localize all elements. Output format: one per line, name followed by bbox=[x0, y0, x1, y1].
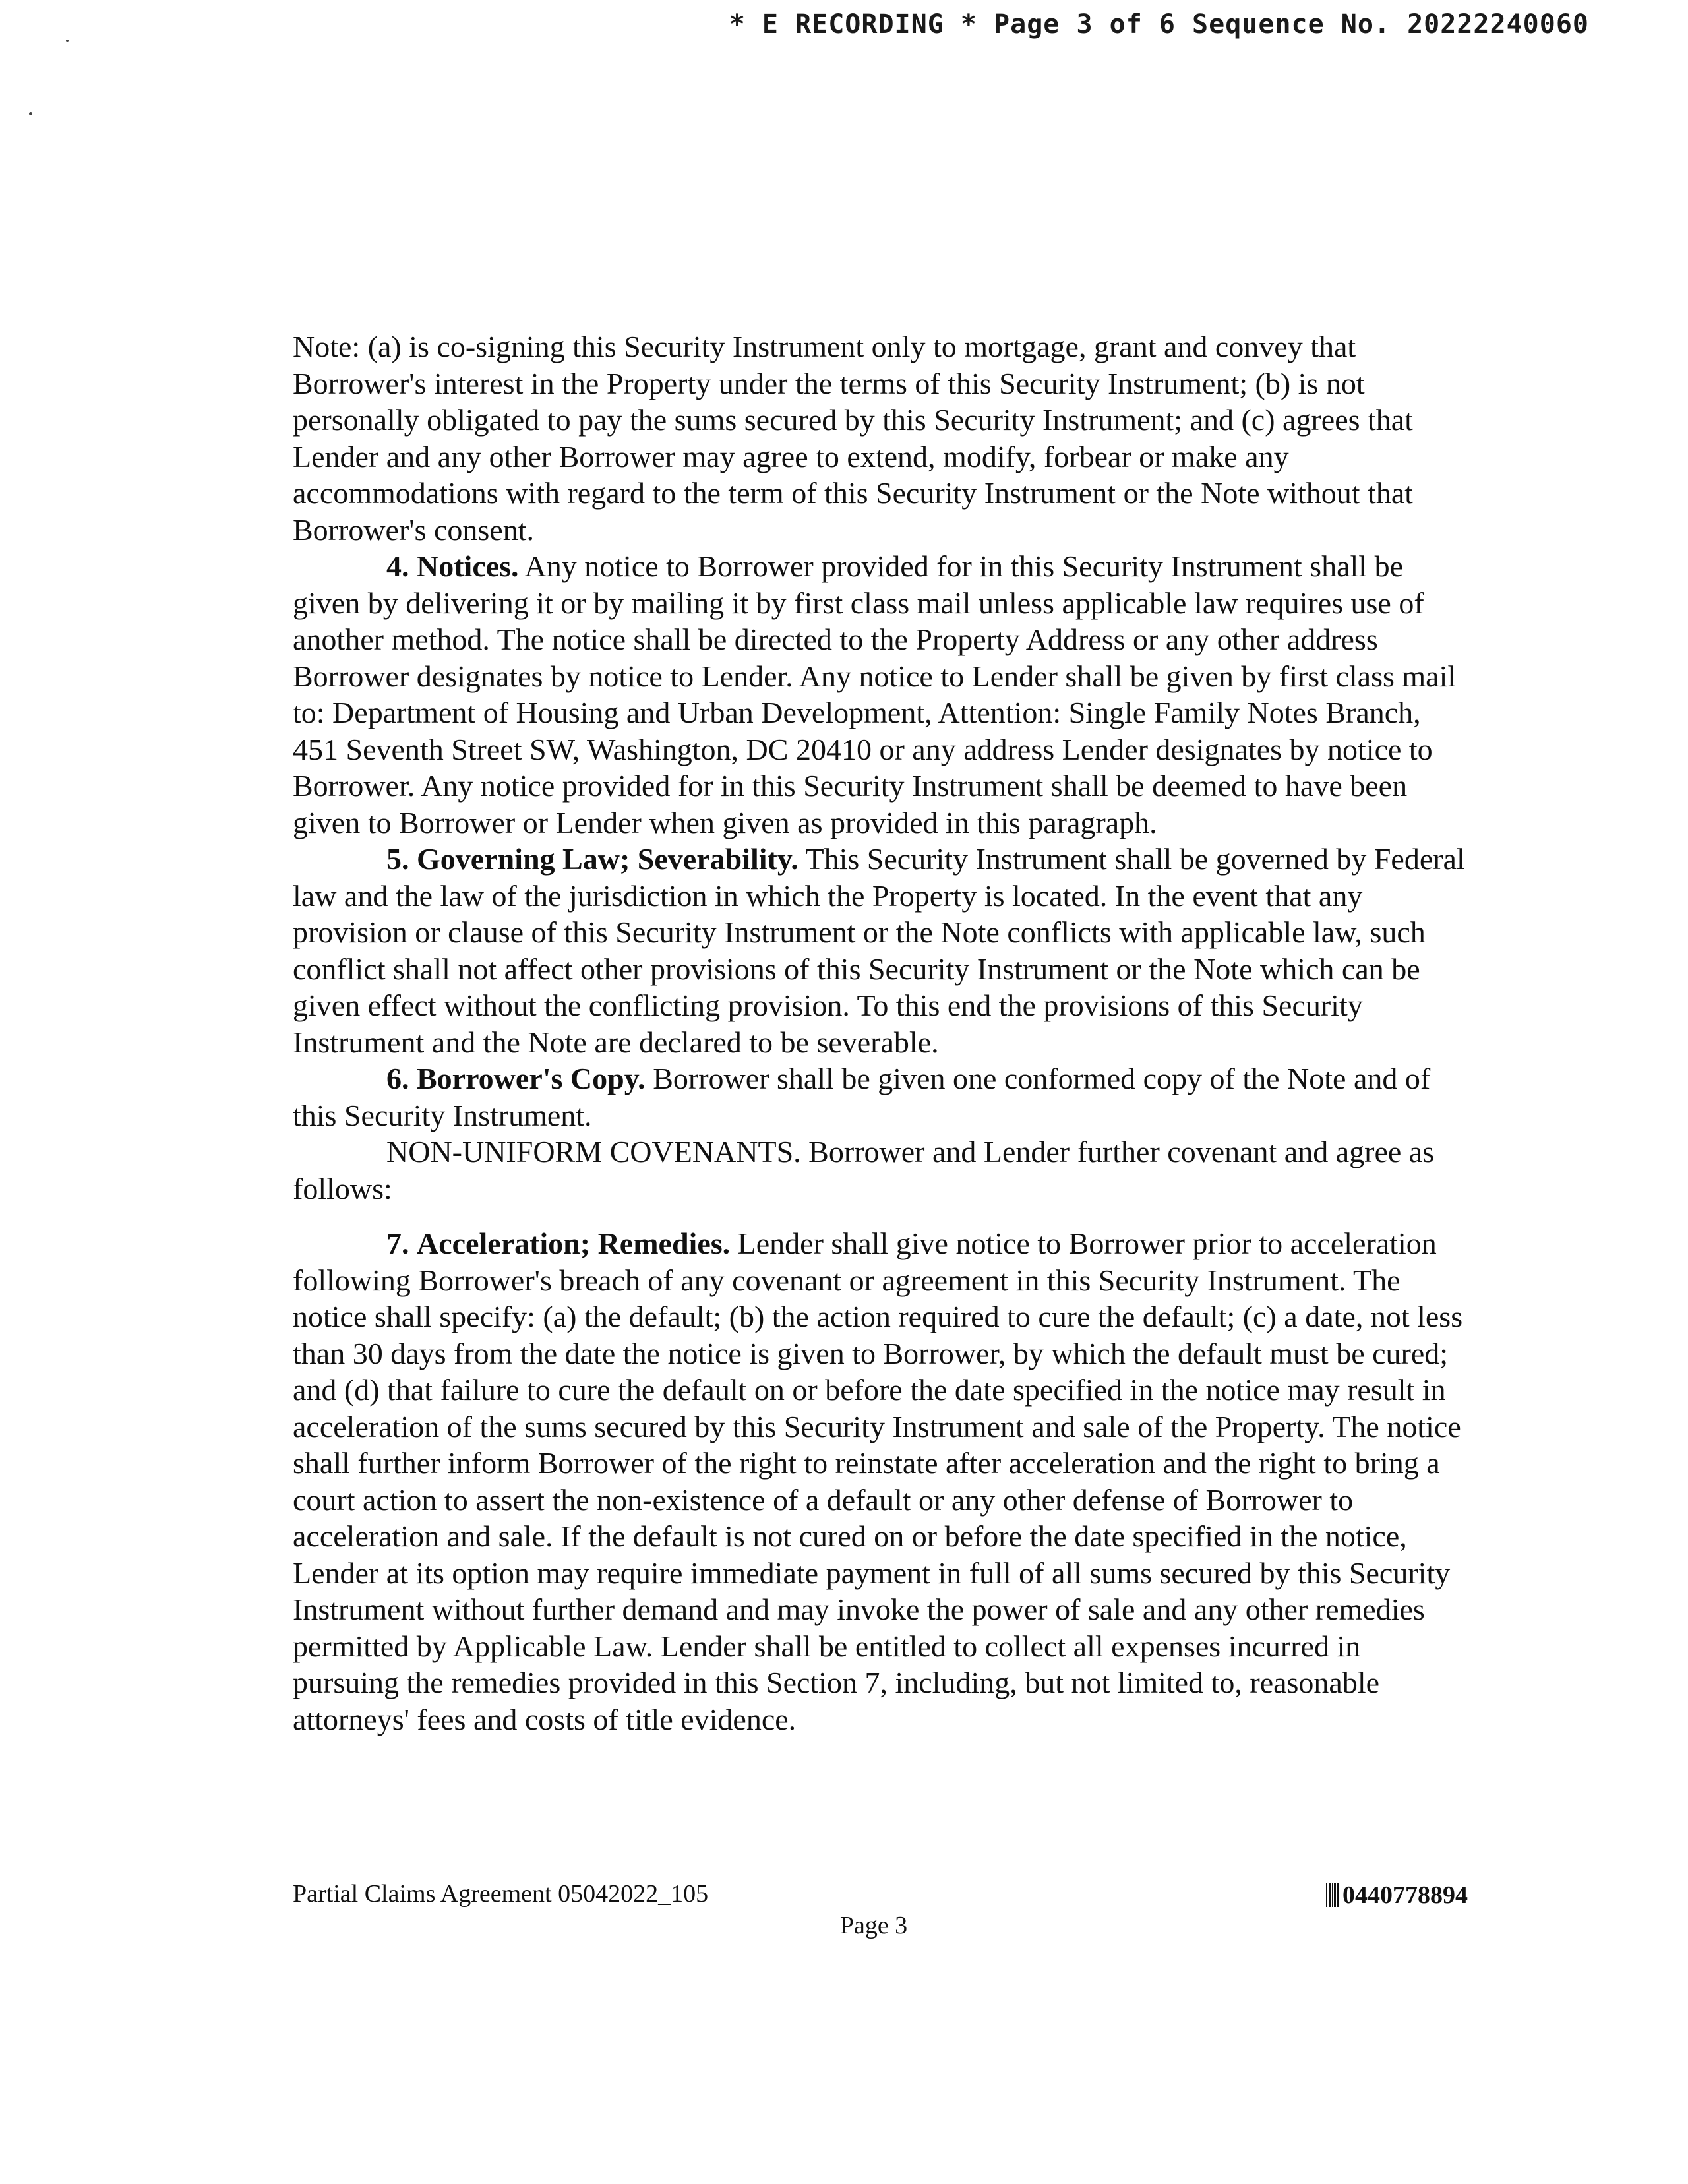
form-name: Partial Claims Agreement 05042022_105 bbox=[293, 1880, 709, 1908]
loan-number: 0440778894 bbox=[1342, 1881, 1468, 1909]
section-6-borrowers-copy bbox=[293, 1060, 1473, 1134]
section-6-title: Borrower's Copy. bbox=[417, 1062, 646, 1095]
document-body bbox=[293, 328, 1473, 1738]
section-4-text: Any notice to Borrower provided for in this Security Instrument shall be given by delivering it or by mailing it by first class mail unless applicable law requires use of another method. The notice shall be directed to the Property Address or any other address Borrower designates by notice to Lender. Any notice to Lender shall be given by first class mail to: Department of Housing and Urban Development, Attention: Single Family Notes Branch, 451 Seventh Street SW, Washington, DC 20410 or any address Lender designates by notice to Borrower. Any notice provided for in this Security Instrument shall be deemed to have been given to Borrower or Lender when given as provided in this paragraph. bbox=[293, 549, 1457, 839]
scan-speck bbox=[29, 112, 32, 115]
section-7-title: Acceleration; Remedies. bbox=[417, 1227, 731, 1260]
section-6-text: Borrower shall be given one conformed copy of the Note and of this Security Instrument. bbox=[293, 1062, 1431, 1132]
page-number: Page 3 bbox=[839, 1912, 908, 1939]
loan-number-block bbox=[1326, 1881, 1468, 1910]
note-continuation-paragraph: Note: (a) is co-signing this Security Instrument only to mortgage, grant and convey that Borrower's interest in the Property under the terms of this Security Instrument; (b) is not personally obligated to pay the sums secured by this Security Instrument; and (c) agrees that Lender and any other Borrower may agree to extend, modify, forbear or make any accommodations with regard to the term of this Security Instrument or the Note without that Borrower's consent. bbox=[293, 330, 1414, 547]
section-5-title: Governing Law; Severability. bbox=[417, 842, 799, 876]
section-6-number: 6. bbox=[386, 1062, 409, 1095]
recording-stamp: * E RECORDING * Page 3 of 6 Sequence No. 20222240060 bbox=[729, 9, 1589, 40]
section-5-text: This Security Instrument shall be governed by Federal law and the law of the jurisdiction in which the Property is located. In the event that any provision or clause of this Security Instrument or the Note conflicts with applicable law, such conflict shall not affect other provisions of this Security Instrument or the Note which can be given effect without the conflicting provision. To this end the provisions of this Security Instrument and the Note are declared to be severable. bbox=[293, 842, 1465, 1059]
section-7-text: Lender shall give notice to Borrower prior to acceleration following Borrower's breach of any covenant or agreement in this Security Instrument. The notice shall specify: (a) the default; (b) the action required to cure the default; (c) a date, not less than 30 days from the date the notice is given to Borrower, by which the default must be cured; and (d) that failure to cure the default on or before the date specified in the notice may result in acceleration of the sums secured by this Security Instrument and sale of the Property. The notice shall further inform Borrower of the right to reinstate after acceleration and the right to bring a court action to assert the non-existence of a default or any other defense of Borrower to acceleration and sale. If the default is not cured on or before the date specified in the notice, Lender at its option may require immediate payment in full of all sums secured by this Security Instrument without further demand and may invoke the power of sale and any other remedies permitted by Applicable Law. Lender shall be entitled to collect all expenses incurred in pursuing the remedies provided in this Section 7, including, but not limited to, reasonable attorneys' fees and costs of title evidence. bbox=[293, 1227, 1463, 1736]
non-uniform-covenants-paragraph: NON-UNIFORM COVENANTS. Borrower and Lender further covenant and agree as follows: bbox=[293, 1135, 1435, 1205]
section-4-title: Notices. bbox=[417, 549, 519, 583]
section-4-notices bbox=[293, 548, 1473, 841]
section-7-acceleration bbox=[293, 1225, 1473, 1738]
barcode-icon bbox=[1326, 1882, 1341, 1908]
section-4-number: 4. bbox=[386, 549, 409, 583]
section-5-number: 5. bbox=[386, 842, 409, 876]
section-5-governing-law bbox=[293, 841, 1473, 1060]
scan-speck bbox=[66, 40, 69, 42]
section-7-number: 7. bbox=[386, 1227, 409, 1260]
